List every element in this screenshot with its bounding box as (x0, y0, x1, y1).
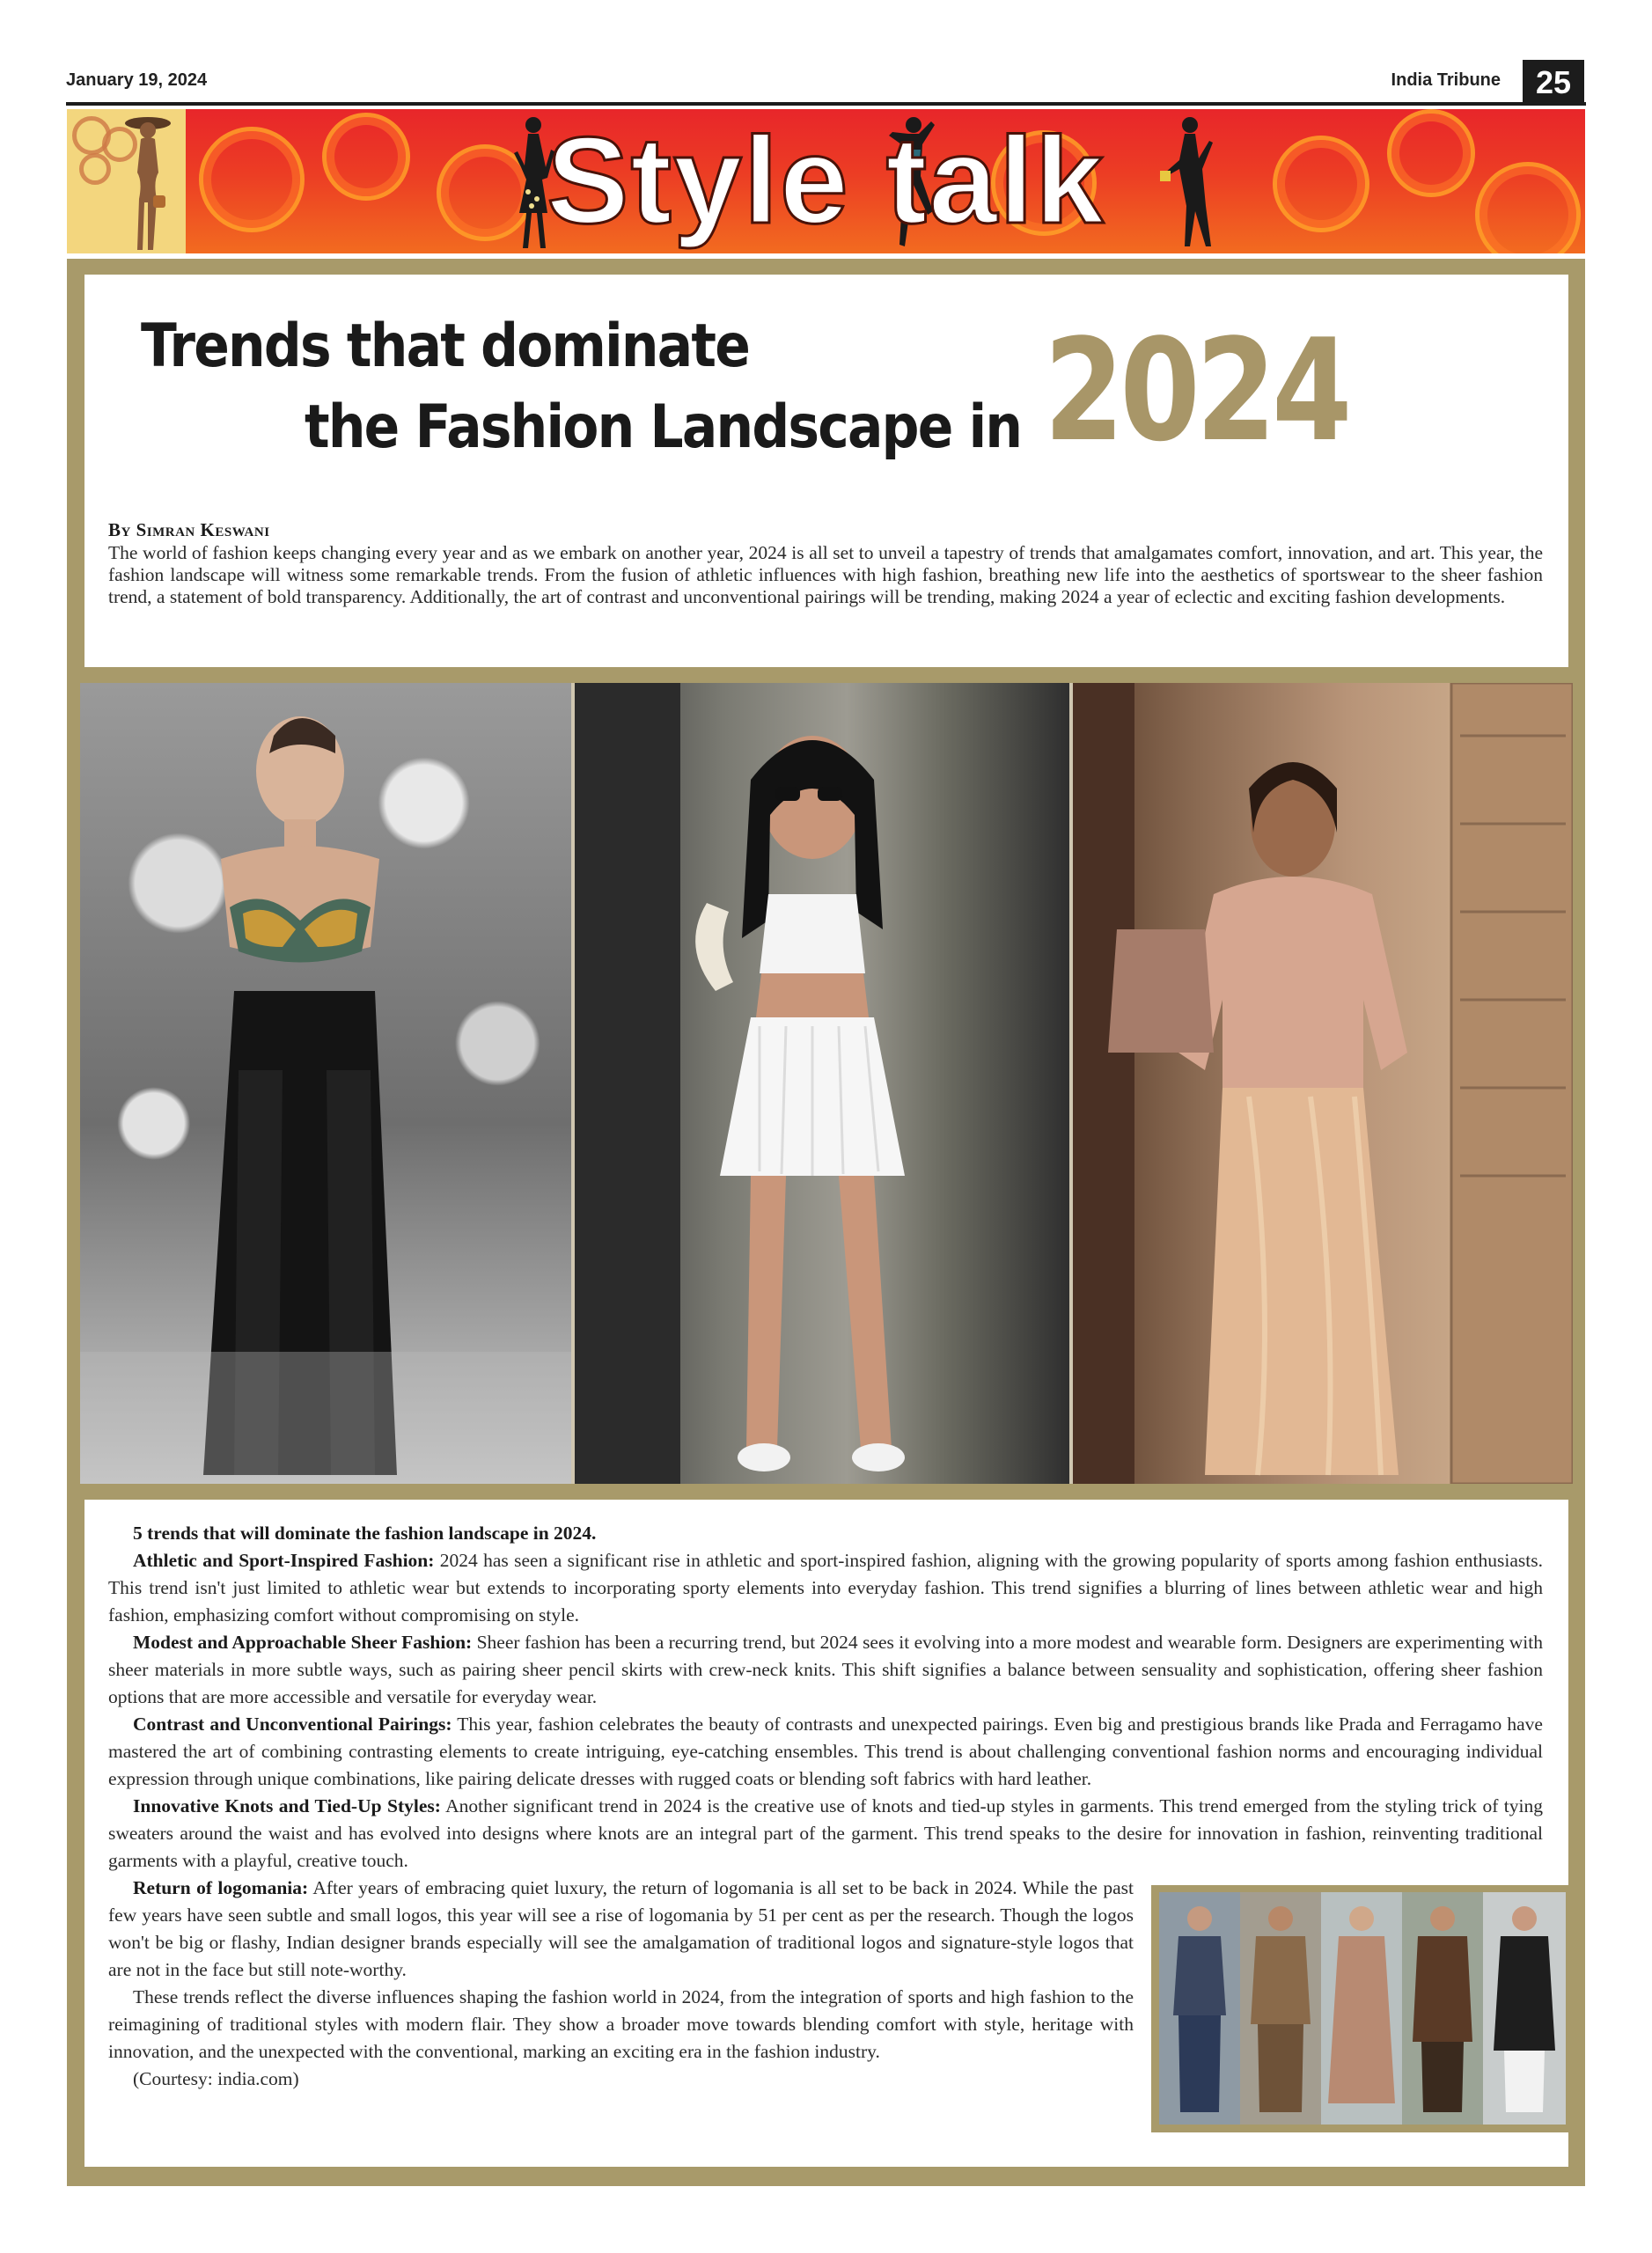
article-section (108, 1875, 1134, 1984)
section-text: This year, fashion celebrates the beauty of contrasts and unexpected pairings. Even big and prestigious brands like Prada and Ferragamo have mastered the art of combining contrasting elements to create intriguing, eye-catching ensembles. This trend is about challenging conventional fashion norms and encouraging individual expression through unique combinations, like pairing delicate dresses with rugged coats or blending soft fabrics with hard leather. (108, 1714, 1543, 1789)
article-section (108, 1547, 1543, 1629)
headline-year: 2024 (1044, 308, 1348, 473)
runway-sheer-look-photo (80, 683, 571, 1484)
section-text: After years of embracing quiet luxury, the return of logomania is all set to be back in 2024. While the past few years have seen subtle and small logos, this year will see a rise of logomania by 51 per cent as per the research. Though the logos won't be big or flashy, Indian designer brands especially will see the amalgamation of traditional logos and signature-style logos that are not in the face but still note-worthy. (108, 1877, 1134, 1980)
logomania-looks-photo (1159, 1892, 1566, 2125)
section-heading: Modest and Approachable Sheer Fashion: (133, 1632, 473, 1653)
article-section (108, 1793, 1543, 1875)
section-heading: Athletic and Sport-Inspired Fashion: (133, 1550, 435, 1571)
header-rule (66, 102, 1586, 106)
article-section (108, 1629, 1543, 1711)
article-section (108, 1711, 1543, 1793)
issue-date: January 19, 2024 (66, 70, 208, 90)
section-text: Sheer fashion has been a recurring trend, but 2024 sees it evolving into a more modest and wearable form. Designers are experimenting with sheer materials in more subtle ways, such as pairing sheer pencil skirts with crew-neck knits. This shift signifies a balance between sensuality and sophistication, offering sheer fashion options that are more accessible and versatile for everyday wear. (108, 1632, 1543, 1707)
intro-paragraph: The world of fashion keeps changing every year and as we embark on another year, 2024 is all set to unveil a tapestry of trends that amalgamates comfort, innovation, and art. This year, the fashion landscape will witness some remarkable trends. From the fusion of athletic influences with high fashion, breathing new life into the aesthetics of sportswear to the sheer fashion trend, a statement of bold transparency. Additionally, the art of contrast and unconventional pairings will be trending, making 2024 a year of eclectic and exciting fashion developments. (108, 542, 1543, 607)
publication-name: India Tribune (1391, 70, 1501, 90)
article-courtesy: (Courtesy: india.com) (133, 2068, 299, 2089)
page-number: 25 (1523, 60, 1584, 106)
article-lead: 5 trends that will dominate the fashion landscape in 2024. (133, 1523, 597, 1544)
headline-line-2: the Fashion Landscape in (305, 393, 1022, 462)
section-title: Style talk (547, 111, 1105, 249)
section-text: 2024 has seen a significant rise in athletic and sport-inspired fashion, aligning with the growing popularity of sports among fashion enthusiasts. This trend isn't just limited to athletic wear but extends to incorporating sporty elements into everyday fashion. This trend signifies a blurring of lines between athletic wear and high fashion, emphasizing comfort without compromising on style. (108, 1550, 1544, 1626)
section-text: Another significant trend in 2024 is the creative use of knots and tied-up styles in garments. This trend emerged from the styling trick of tying sweaters around the waist and has evolved into designs where knots are an integral part of the garment. This trend speaks to the desire for innovation in fashion, reinventing traditional garments with a playful, creative touch. (108, 1795, 1543, 1871)
section-heading: Return of logomania: (133, 1877, 309, 1898)
headline-line-1: Trends that dominate (141, 312, 750, 381)
fashion-photo-collage (80, 683, 1573, 1484)
section-heading: Innovative Knots and Tied-Up Styles: (133, 1795, 441, 1816)
athleisure-tennis-look-photo (575, 683, 1069, 1484)
sheer-knit-satin-look-photo (1073, 683, 1573, 1484)
byline: By Simran Keswani (108, 519, 270, 540)
section-banner (67, 109, 1585, 253)
section-heading: Contrast and Unconventional Pairings: (133, 1714, 452, 1735)
article-closing: These trends reflect the diverse influences shaping the fashion world in 2024, from the integration of sports and high fashion to the reimagining of traditional styles with modern flair. They show a broader move towards blending comfort with style, heritage with innovation, and the unexpected with the conventional, marking an exciting era in the fashion industry. (108, 1986, 1134, 2062)
